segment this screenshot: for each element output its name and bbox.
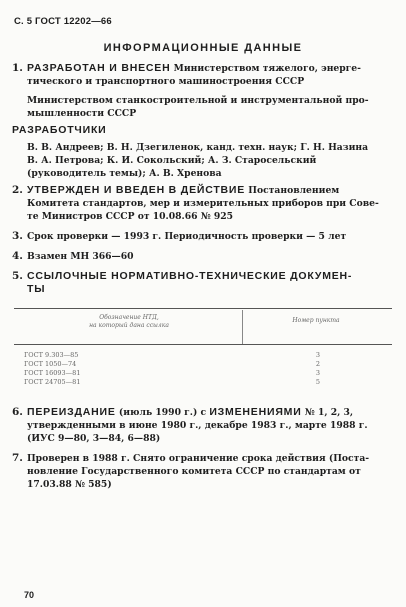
table-cell-document: ГОСТ 24705—81 [24, 378, 81, 386]
item-text: Постановлением [248, 185, 340, 196]
item-text: Министерством тяжелого, энерге- [173, 63, 361, 74]
table-top-rule [14, 308, 392, 309]
item-text: утвержденными в июне 1980 г., декабре 1983 г., марте 1988 г. [27, 420, 368, 431]
item-heading: ПЕРЕИЗДАНИЕ [27, 406, 116, 418]
item-2 [12, 184, 392, 223]
item-text: Взамен МН 366—60 [27, 251, 134, 262]
item-text: Проверен в 1988 г. Снято ограничение срока действия (Поста- [27, 453, 370, 464]
table-cell-item: 3 [315, 369, 321, 377]
item-text: (июль 1990 г.) с [118, 407, 207, 418]
item-heading: УТВЕРЖДЕН И ВВЕДЕН В ДЕЙСТВИЕ [27, 184, 246, 196]
item-text: 17.03.88 № 585) [27, 479, 112, 490]
table-header-item-number: Номер пункта [292, 317, 340, 324]
table-cell-item: 3 [315, 351, 321, 359]
table-cell-document: ГОСТ 9.303—85 [24, 351, 79, 359]
item-number: 2. [12, 184, 23, 196]
item-number: 4. [12, 250, 23, 262]
paragraph-line: Министерством станкостроительной и инструментальной про- [27, 95, 369, 106]
table-header-line: на который дана ссылка [89, 322, 169, 329]
item-heading: ТЫ [27, 283, 46, 295]
table-row [14, 369, 392, 377]
item-number: 7. [12, 452, 23, 464]
item-text: тического и транспортного машиностроения СССР [27, 76, 305, 87]
developers-line: В. А. Петрова; К. И. Сокольский; А. З. Старосельский [27, 155, 317, 166]
item-3 [12, 230, 392, 243]
table-row [14, 351, 392, 359]
item-text: (ИУС 9—80, 3—84, 6—88) [27, 433, 161, 444]
section-title: ИНФОРМАЦИОННЫЕ ДАННЫЕ [103, 42, 303, 54]
item-text: Срок проверки — 1993 г. Периодичность проверки — 5 лет [27, 231, 347, 242]
table-header-line: Обозначение НТД, [99, 314, 159, 321]
item-heading: РАЗРАБОТАН И ВНЕСЕН [27, 62, 171, 74]
item-heading: ИЗМЕНЕНИЯМИ [209, 406, 302, 418]
table-cell-document: ГОСТ 1050—74 [24, 360, 77, 368]
item-number: 1. [12, 62, 23, 74]
table-cell-document: ГОСТ 16093—81 [24, 369, 81, 377]
item-1 [12, 62, 392, 88]
item-4 [12, 250, 392, 263]
item-6 [12, 406, 392, 445]
developers-line: В. В. Андреев; В. Н. Дзегиленок, канд. техн. наук; Г. Н. Назина [27, 142, 369, 153]
item-text: те Министров СССР от 10.08.66 № 925 [27, 211, 234, 222]
item-text: № 1, 2, 3, [304, 407, 354, 418]
table-row [14, 378, 392, 386]
developers-heading: РАЗРАБОТЧИКИ [12, 124, 107, 136]
reference-table [14, 304, 392, 396]
table-header-document [24, 314, 234, 330]
table-row [14, 360, 392, 368]
item-1-paragraph-2 [27, 94, 392, 120]
item-text: новление Государственного комитета СССР по стандартам от [27, 466, 361, 477]
item-number: 5. [12, 270, 23, 282]
page-header: С. 5 ГОСТ 12202—66 [14, 16, 112, 27]
item-heading: ССЫЛОЧНЫЕ НОРМАТИВНО-ТЕХНИЧЕСКИЕ ДОКУМЕН- [27, 270, 353, 282]
table-column-divider [242, 310, 243, 344]
developers-line: (руководитель темы); А. В. Хренова [27, 168, 222, 179]
developers-list [27, 141, 392, 180]
paragraph-line: мышленности СССР [27, 108, 137, 119]
item-5 [12, 270, 392, 296]
item-number: 3. [12, 230, 23, 242]
table-cell-item: 2 [315, 360, 321, 368]
page-number: 70 [24, 590, 35, 600]
item-number: 6. [12, 406, 23, 418]
item-7 [12, 452, 392, 491]
table-header-rule [14, 344, 392, 345]
item-text: Комитета стандартов, мер и измерительных приборов при Сове- [27, 198, 379, 209]
table-cell-item: 5 [315, 378, 321, 386]
